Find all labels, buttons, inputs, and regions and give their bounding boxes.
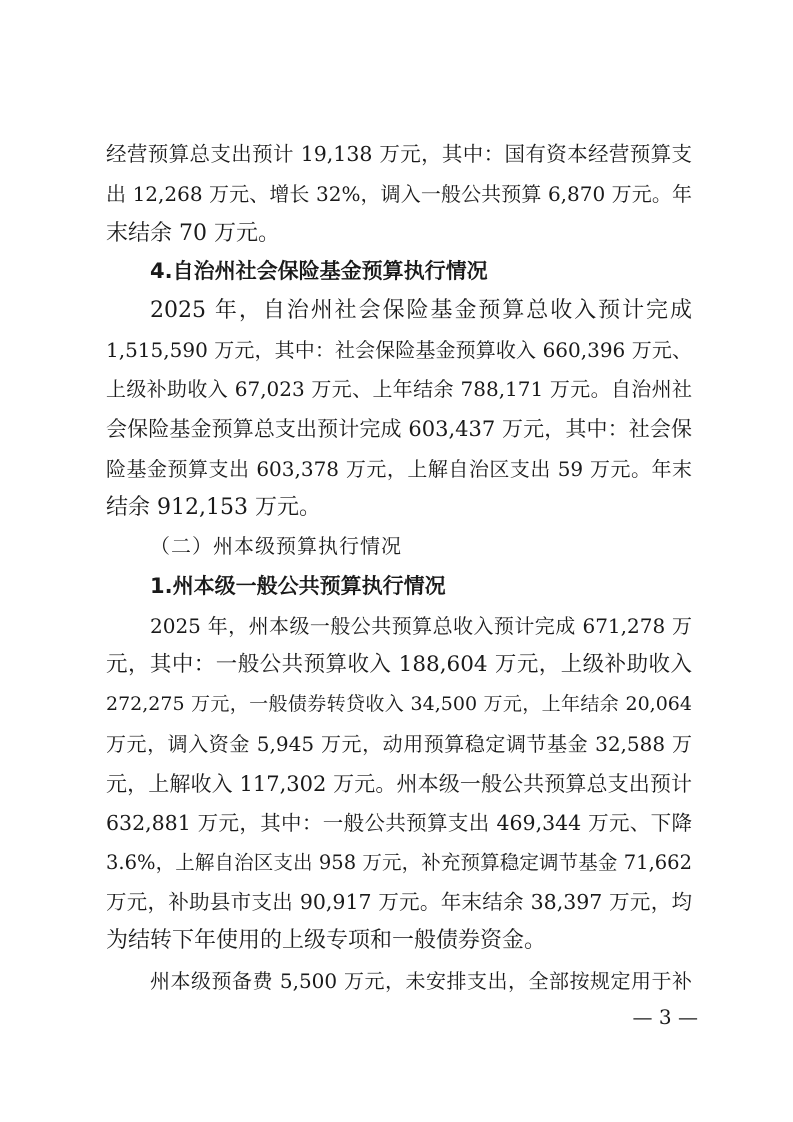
paragraph-line-15: 272,275 万元，一般债券转贷收入 34,500 万元，上年结余 20,064 bbox=[106, 693, 692, 715]
paragraph-line-14: 元，其中：一般公共预算收入 188,604 万元，上级补助收入 bbox=[106, 652, 692, 677]
paragraph-line-16: 万元，调入资金 5,945 万元，动用预算稳定调节基金 32,588 万 bbox=[106, 732, 692, 756]
section-heading-general-public-budget: 1.州本级一般公共预算执行情况 bbox=[150, 574, 446, 598]
paragraph-line-21: 为结转下年使用的上级专项和一般债券资金。 bbox=[106, 928, 547, 953]
paragraph-line-17: 元，上解收入 117,302 万元。州本级一般公共预算总支出预计 bbox=[106, 772, 692, 796]
paragraph-line-10: 结余 912,153 万元。 bbox=[106, 495, 321, 520]
paragraph-line-3: 末结余 70 万元。 bbox=[106, 221, 280, 246]
paragraph-line-1: 经营预算总支出预计 19,138 万元，其中：国有资本经营预算支 bbox=[106, 142, 692, 166]
page-number: — 3 — bbox=[632, 1005, 698, 1029]
paragraph-line-5: 2025 年，自治州社会保险基金预算总收入预计完成 bbox=[150, 298, 692, 323]
paragraph-line-20: 万元，补助县市支出 90,917 万元。年末结余 38,397 万元，均 bbox=[106, 890, 692, 914]
section-heading-social-insurance: 4.自治州社会保险基金预算执行情况 bbox=[150, 259, 488, 283]
paragraph-line-6: 1,515,590 万元，其中：社会保险基金预算收入 660,396 万元、 bbox=[106, 338, 692, 362]
section-heading-prefecture-level: （二）州本级预算执行情况 bbox=[150, 534, 402, 558]
paragraph-line-9: 险基金预算支出 603,378 万元，上解自治区支出 59 万元。年末 bbox=[106, 457, 692, 481]
paragraph-line-18: 632,881 万元，其中：一般公共预算支出 469,344 万元、下降 bbox=[106, 811, 692, 835]
paragraph-line-13: 2025 年，州本级一般公共预算总收入预计完成 671,278 万 bbox=[150, 614, 692, 638]
paragraph-line-7: 上级补助收入 67,023 万元、上年结余 788,171 万元。自治州社 bbox=[106, 377, 692, 401]
paragraph-line-8: 会保险基金预算总支出预计完成 603,437 万元，其中：社会保 bbox=[106, 417, 692, 441]
paragraph-line-22: 州本级预备费 5,500 万元，未安排支出，全部按规定用于补 bbox=[150, 969, 692, 993]
paragraph-line-19: 3.6%，上解自治区支出 958 万元，补充预算稳定调节基金 71,662 bbox=[106, 851, 692, 874]
paragraph-line-2: 出 12,268 万元、增长 32%，调入一般公共预算 6,870 万元。年 bbox=[106, 182, 692, 206]
